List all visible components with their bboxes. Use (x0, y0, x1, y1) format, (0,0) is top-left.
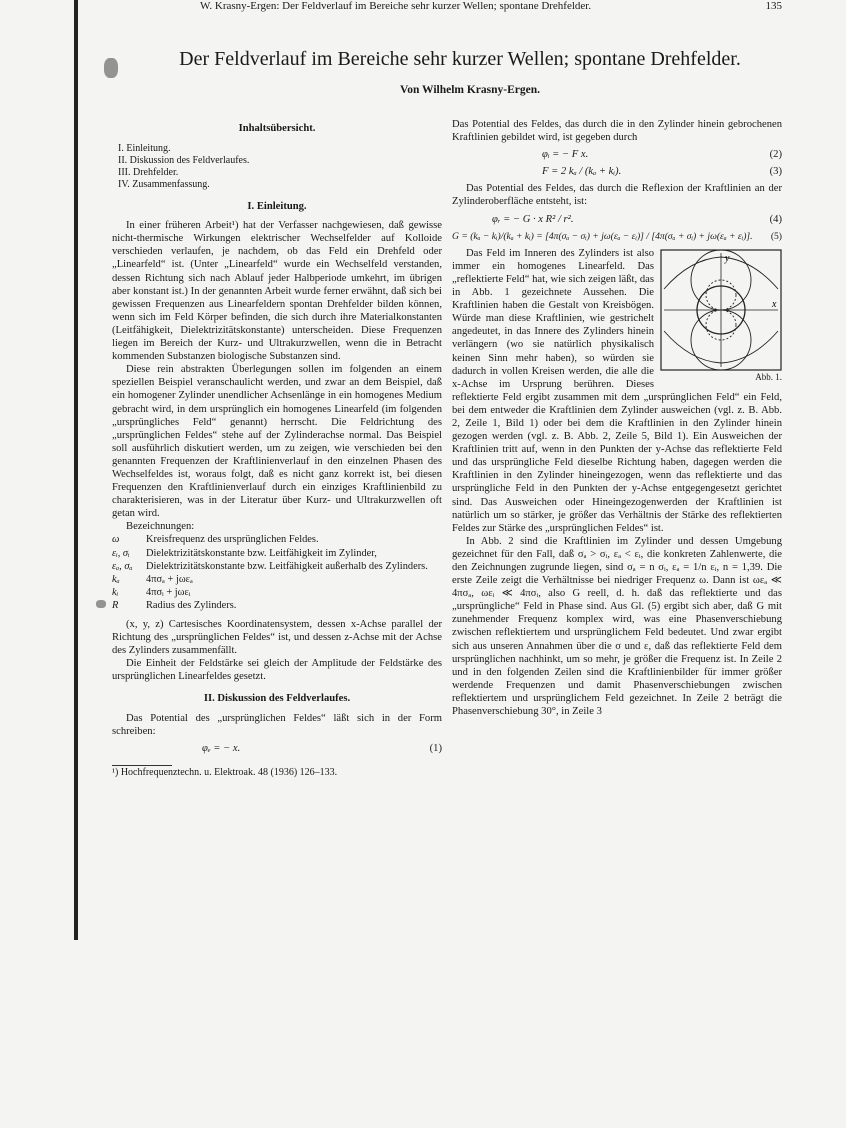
paragraph: Die Einheit der Feldstärke sei gleich der Amplitude der Feldstärke des ursprünglichen Linearfeldes gesetzt. (112, 658, 442, 683)
symbol-row (112, 599, 442, 612)
paragraph: Das Potential des „ursprünglichen Feldes“ läßt sich in der Form schreiben: (112, 712, 442, 737)
toc-item: II. Diskussion des Feldverlaufes. (118, 155, 250, 167)
symbol-desc: Dielektrizitätskonstante bzw. Leitfähigkeit außerhalb des Zylinders. (146, 560, 428, 572)
toc-item: I. Einleitung. (118, 143, 171, 155)
paragraph: Das Feld im Inneren des Zylinders ist also immer ein homogenes Linearfeld. Das „reflektierte Feld“ hat, wie sich zeigen läßt, das in Abb. 1 gezeichnete Aussehen. Die Kraftlinien haben die Gestalt von Kreisbögen. Würde man diese Kraftlinien, wie gestrichelt angedeutet, in das Innere des Zylinders hinein verlängern (wo sie natürlich physikalisch keinen Sinn mehr haben), so würden sie dadurch in vollen Kreisen werden, die alle die x-Achse im Ursprung berühren. Dieses reflektierte Feld ergibt zusammen mit dem „ursprünglichen Feld“ ein Feld, bei dem entweder die Kraftlinien dem Zylinder ausweichen (vgl. z. B. Abb. 2, Zeile 1, Bild 1) oder bei dem die Kraftlinien in den Zylinder hinein gezogen werden (vgl. z. B. Abb. 2, Zeile 5, Bild 1). Ein Ausweichen der Kraftlinien tritt auf, wenn in den Punkten der y-Achse das reflektierte Feld und das ursprüngliche Feld dieselbe Richtung haben, dagegen werden die Kraftlinien in den Zylinder hineingezogen, wenn das reflektierte und das ursprüngliche Feld in den Punkten der y-Achse entgegengesetzt gerichtet sind. Das Ausweichen oder Hineingezogenwerden der Kraftlinien ist natürlich um so stärker, je größer das Verhältnis der Stärke des reflektierten Feldes zur Stärke des „ursprünglichen Feldes“ ist. (452, 247, 782, 534)
symbol-desc: 4πσₐ + jωεₐ (146, 573, 193, 585)
paragraph: In einer früheren Arbeit¹) hat der Verfasser nachgewiesen, daß gewisse nicht-thermische Wirkungen elektrischer Wechselfelder auf Kolloide verschieden verlaufen, je nachdem, ob das Feld ein Drehfeld oder „Linearfeld“ ist. (Unter „Linearfeld“ wurde ein Wechselfeld verstanden, dessen Richtung sich nach Ablauf jeder Halbperiode umkehrt, im übrigen aber konstant ist.) In der genannten Arbeit wurde ferner erwähnt, daß sich bei gewissen Frequenzen aus Linearfeldern spontan Drehfelder bilden können, wenn sich im Feld Körper befinden, die sich durch ihre Materialkonstanten (Leitfähigkeit, Dielektrizitätskonstante) unterscheiden. Diese Frequenzen liegen im Bereich der Kurz- und Ultrakurzwellen, wenn die in Betracht kommenden Substanzen biologische Substanzen sind. (112, 220, 442, 363)
figure-caption: Abb. 1. (755, 371, 782, 382)
equation-expr: φₑ = − x. (202, 742, 241, 754)
equation-expr: φᵢ = − F x. (542, 149, 589, 161)
symbol-row (112, 560, 442, 573)
symbol-desc: Radius des Zylinders. (146, 599, 237, 611)
page-number: 135 (765, 0, 782, 12)
symbol-desc: 4πσᵢ + jωεᵢ (146, 586, 191, 598)
section-heading: I. Einleitung. (247, 201, 307, 213)
ink-blot (96, 600, 106, 608)
symbol-row (112, 586, 442, 599)
author-line: Von Wilhelm Krasny-Ergen. (399, 84, 541, 96)
equation-3 (452, 165, 782, 178)
equation-expr: φᵣ = − G · x R² / r². (492, 213, 574, 225)
symbol: ω (112, 534, 120, 546)
right-column (452, 118, 782, 718)
equation-5 (452, 230, 782, 243)
equation-4 (452, 213, 782, 226)
field-line-diagram (660, 249, 782, 371)
symbol: kᵢ (112, 586, 119, 598)
figure-1 (660, 249, 782, 384)
symbol: εᵢ, σᵢ (112, 547, 130, 559)
equation-number: (5) (770, 230, 782, 242)
paragraph: (x, y, z) Cartesisches Koordinatensystem, dessen x-Achse parallel der Richtung des „ursprünglichen Feldes“ ist, und dessen z-Achse mit der Achse des Zylinders zusammenfällt. (112, 619, 442, 657)
section-heading: II. Diskussion des Feldverlaufes. (203, 693, 351, 705)
toc-heading: Inhaltsübersicht. (238, 123, 316, 134)
equation-expr: F = 2 kₐ / (kₐ + kᵢ). (542, 166, 622, 178)
footnote: ¹) Hochfrequenztechn. u. Elektroak. 48 (1936) 126–133. (112, 766, 338, 778)
equation-1 (112, 742, 442, 755)
equation-number: (3) (769, 166, 782, 178)
equation-number: (4) (769, 213, 782, 225)
paragraph: Das Potential des Feldes, das durch die Reflexion der Kraftlinien an der Zylinderoberfläche entsteht, ist: (452, 183, 782, 208)
running-head: W. Krasny-Ergen: Der Feldverlauf im Bereiche sehr kurzer Wellen; spontane Drehfelder. (200, 0, 592, 12)
equation-expr: G = (kₐ − kᵢ)/(kₐ + kᵢ) = [4π(σₐ − σᵢ) + jω(εₐ − εᵢ)] / [4π(σₐ + σᵢ) + jω(εₐ + εᵢ)]. (452, 230, 753, 242)
symbol: R (112, 599, 119, 611)
toc-item: III. Drehfelder. (118, 167, 179, 179)
symbol-list (112, 533, 442, 612)
equation-2 (452, 148, 782, 161)
binding-edge-line (74, 0, 78, 940)
table-of-contents (112, 143, 442, 191)
symbol-desc: Dielektrizitätskonstante bzw. Leitfähigkeit im Zylinder, (146, 547, 377, 559)
equation-number: (2) (769, 149, 782, 161)
symbol-row (112, 547, 442, 560)
axis-label-y: y (725, 252, 730, 264)
symbol: kₐ (112, 573, 120, 585)
symbol-row (112, 533, 442, 546)
paragraph: Das Potential des Feldes, das durch die in den Zylinder hinein gebrochenen Kraftlinien gebildet wird, ist gegeben durch (452, 119, 782, 144)
left-column (112, 118, 442, 779)
paragraph: In Abb. 2 sind die Kraftlinien im Zylinder und dessen Umgebung gezeichnet für den Fall, daß σₐ > σᵢ, εₐ < εᵢ, die konkreten Zahlenwerte, die den Zeichnungen zugrunde liegen, sind σₐ = n σᵢ, εₐ = 1/n εᵢ, n = 1,39. Die erste Zeile zeigt die Verhältnisse bei niedriger Frequenz ω. Dann ist ωεₐ ≪ 4πσₐ, ωεᵢ ≪ 4πσᵢ, also G reell, d. h. daß das reflektierte und das „ursprüngliche“ Feld in Phase sind. Aus Gl. (5) ergibt sich aber, daß G mit zunehmender Frequenz komplex wird, was eine Phasenverschiebung zwischen reflektiertem und ursprünglichem Feld bedeutet. Und zwar ergibt sich aus unseren Annahmen über die σ und ε, daß das reflektierte Feld dem ursprünglichen nachhinkt, um so mehr, je größer die Frequenz ist. In Zeile 2 und in den folgenden Zeilen sind die Kraftlinienbilder für immer größer werdende Frequenzen und damit Phasenverschiebungen zwischen reflektiertem und ursprünglichem Feld gezeichnet. In Zeile 2 beträgt die Phasenverschiebung 30°, in Zeile 3 (452, 535, 782, 718)
symbol-desc: Kreisfrequenz des ursprünglichen Feldes. (146, 534, 319, 546)
paper-title: Der Feldverlauf im Bereiche sehr kurzer Wellen; spontane Drehfelder. (179, 48, 741, 70)
symbol-row (112, 573, 442, 586)
symbol: εₐ, σₐ (112, 560, 133, 572)
toc-item: IV. Zusammenfassung. (118, 179, 210, 191)
paragraph: Diese rein abstrakten Überlegungen sollen im folgenden an einem speziellen Beispiel veranschaulicht werden, und zwar an dem Beispiel, daß ein homogener Zylinder unendlicher Achsenlänge in ein homogenes Medium gebracht wird, in dem ursprünglich ein homogenes Linearfeld (im folgenden „ursprüngliches Feld“ genannt) herrscht. Die Feldrichtung des „ursprünglichen Feldes“ stehe auf der Zylinderachse normal. Das Beispiel soll ausführlich diskutiert werden, um zu zeigen, wie verschieden bei den genannten Frequenzen der Kraftlinienverlauf in den einzelnen Phasen des Wechselfeldes ist, woraus folgt, daß es nicht ganz korrekt ist, bei diesen Frequenzen den Kraftlinienverlauf durch ein einziges Kraftlinienbild zu charakterisieren, was in der Literatur über Kurz- und Ultrakurzwellen oft getan wird. (112, 364, 442, 520)
equation-number: (1) (429, 742, 442, 754)
axis-label-x: x (772, 298, 777, 310)
symbols-intro: Bezeichnungen: (126, 521, 195, 533)
